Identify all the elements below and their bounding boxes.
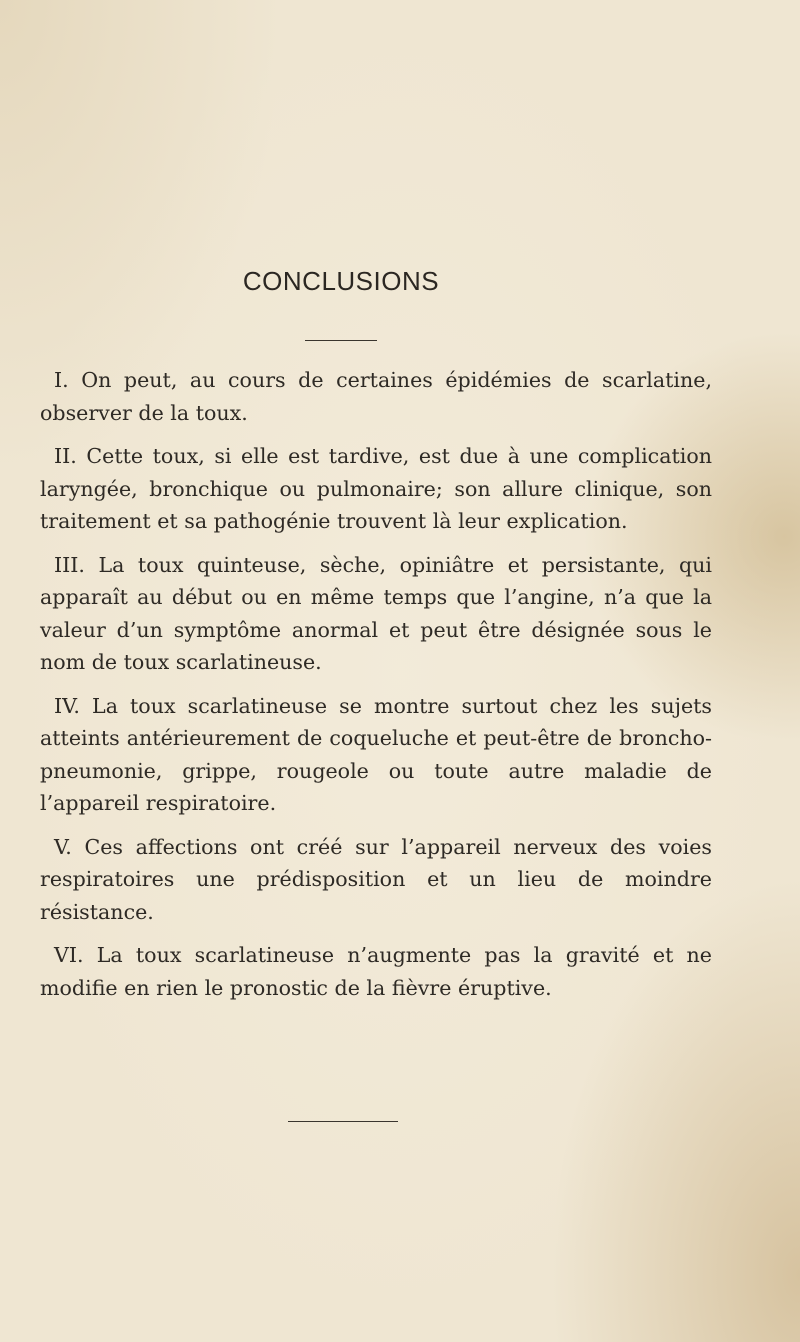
conclusions-body (40, 364, 712, 1015)
conclusion-paragraph-3: III. La toux quinteuse, sèche, opiniâtre et persistante, qui apparaît au début ou en même temps que l’angine, n’a que la valeur d’un symptôme anormal et peut être désignée sous le nom de toux scarlatineuse. (40, 552, 712, 674)
title-divider (305, 340, 377, 341)
conclusion-paragraph-2: II. Cette toux, si elle est tardive, est due à une complication laryngée, bronchique ou pulmonaire; son allure clinique, son traitement et sa pathogénie trouvent là leur explication. (40, 444, 712, 533)
conclusion-paragraph-4: IV. La toux scarlatineuse se montre surtout chez les sujets atteints antérieurement de coqueluche et peut-être de broncho-pneumonie, grippe, rougeole ou toute autre maladie de l’appareil respiratoire. (40, 693, 712, 815)
conclusion-paragraph-6: VI. La toux scarlatineuse n’augmente pas la gravité et ne modifie en rien le pronostic de la fièvre éruptive. (40, 943, 712, 1000)
conclusion-paragraph-1: I. On peut, au cours de certaines épidémies de scarlatine, observer de la toux. (40, 368, 712, 425)
page-title: CONCLUSIONS (242, 266, 440, 296)
conclusion-paragraph-5: V. Ces affections ont créé sur l’appareil nerveux des voies respiratoires une prédisposition et un lieu de moindre résistance. (40, 834, 712, 924)
end-divider (288, 1121, 398, 1122)
